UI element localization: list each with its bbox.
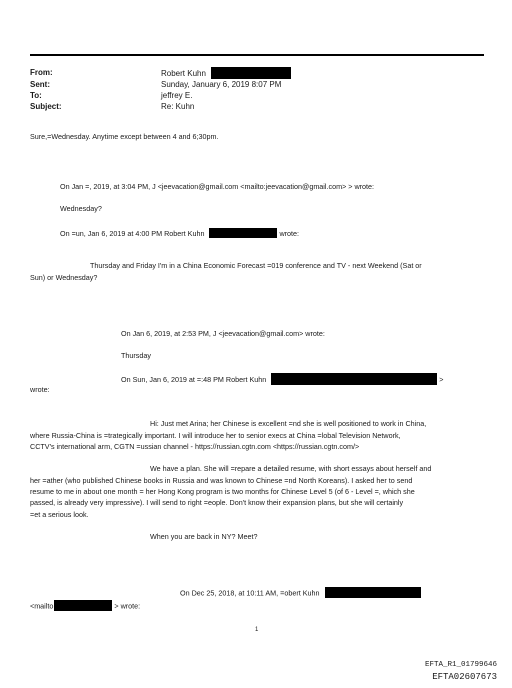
- redaction: [211, 67, 291, 79]
- quote-text: Sun) or Wednesday?: [30, 273, 98, 282]
- quote-text: =et a serious look.: [30, 510, 89, 519]
- quote-text: We have a plan. She will =repare a detailed resume, with short essays about herself and: [150, 464, 432, 473]
- from-label: From:: [30, 68, 53, 77]
- to-label: To:: [30, 91, 42, 100]
- to-value: jeffrey E.: [161, 91, 193, 100]
- quote-text: wrote:: [30, 385, 50, 394]
- quote-text: where Russia-China is =trategically important. I will introduce her to senior execs at China =lobal Television Network,: [30, 431, 401, 440]
- quote-text: Wednesday?: [60, 204, 102, 213]
- subject-value: Re: Kuhn: [161, 102, 195, 111]
- quote-header-text: wrote:: [279, 228, 300, 238]
- quote-header-text: On Dec 25, 2018, at 10:11 AM, =obert Kuhn: [180, 588, 320, 598]
- header-rule: [30, 54, 484, 56]
- redaction: [271, 373, 437, 385]
- reply-line: Sure,=Wednesday. Anytime except between 4 and 6;30pm.: [30, 132, 219, 141]
- quote-header: On Jan 6, 2019, at 2:53 PM, J <jeevacation@gmail.com> wrote:: [121, 329, 325, 338]
- quote-header: [121, 374, 443, 386]
- redaction: [54, 600, 112, 611]
- redaction: [325, 587, 421, 598]
- subject-label: Subject:: [30, 102, 62, 111]
- quote-header-text: <mailto: [30, 601, 54, 611]
- quote-header-text: > wrote:: [114, 601, 141, 611]
- quote-text: When you are back in NY? Meet?: [150, 532, 258, 541]
- bates-id-2: EFTA02607673: [432, 672, 497, 682]
- sent-label: Sent:: [30, 80, 50, 89]
- page-number: 1: [255, 627, 259, 633]
- quote-header: [60, 229, 299, 239]
- quote-text: her =ather (who published Chinese books in Russia and was known to Chinese =nd North Koreans). I asked her to send: [30, 476, 413, 485]
- quote-header-text: On Sun, Jan 6, 2019 at =:48 PM Robert Kuhn: [121, 374, 267, 384]
- quote-header: [30, 601, 140, 612]
- sent-value: Sunday, January 6, 2019 8:07 PM: [161, 80, 282, 89]
- quote-text: Thursday: [121, 351, 151, 360]
- redaction: [209, 228, 277, 238]
- bates-id-1: EFTA_R1_01799646: [424, 661, 497, 669]
- quote-text: Hi: Just met Arina; her Chinese is excellent =nd she is well positioned to work in China,: [150, 419, 427, 428]
- from-value: [161, 68, 291, 80]
- quote-text: Thursday and Friday I'm in a China Economic Forecast =019 conference and TV - next Weekend (Sat or: [90, 261, 422, 270]
- quote-header: On Jan =, 2019, at 3:04 PM, J <jeevacation@gmail.com <mailto:jeevacation@gmail.com> > wrote:: [60, 182, 375, 191]
- quote-header: [180, 588, 421, 599]
- quote-header-text: On =un, Jan 6, 2019 at 4:00 PM Robert Kuhn: [60, 228, 205, 238]
- quote-text: passed, is already very impressive). I will send to right =eople. Don't know their expansion plans, but she will certainly: [30, 498, 404, 507]
- from-name: Robert Kuhn: [161, 69, 206, 79]
- quote-text: resume to me in about one month = her Hong Kong program is two months for Chinese Level 5 (of 6 - Level =, which she: [30, 487, 415, 496]
- quote-text: CCTV's international arm, CGTN =ussian channel - https://russian.cgtn.com <https://russian.cgtn.com/>: [30, 442, 360, 451]
- quote-header-text: >: [439, 374, 444, 384]
